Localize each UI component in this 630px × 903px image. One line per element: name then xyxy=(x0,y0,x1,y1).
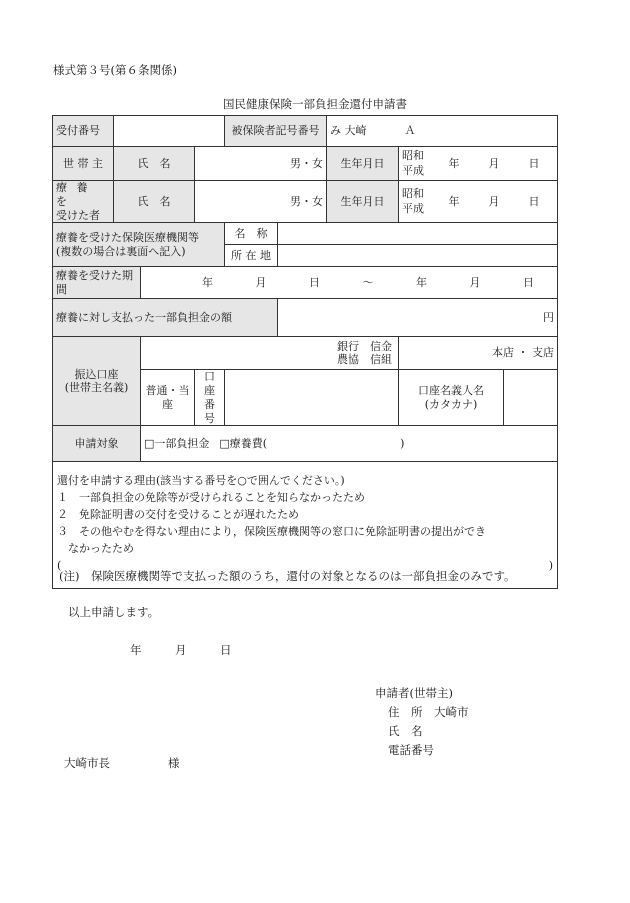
account-number-field[interactable] xyxy=(225,370,399,426)
note: (注) 保険医療機関等で支払った額のうち，還付の対象となるのは一部負担金のみです。 xyxy=(59,569,516,583)
addressee xyxy=(64,757,180,771)
bank-name-field[interactable] xyxy=(141,337,399,370)
head-era-heisei: 平成 xyxy=(402,163,425,177)
patient-label-line1: 療 養 を xyxy=(56,181,91,208)
patient-gender: 男・女 xyxy=(290,194,324,208)
amount-row xyxy=(53,299,558,337)
head-era-showa: 昭和 xyxy=(402,149,425,163)
institution-name-field[interactable] xyxy=(278,223,558,245)
receipt-number-field[interactable] xyxy=(114,116,225,147)
head-of-household-row xyxy=(53,147,558,181)
bank-row xyxy=(53,337,558,370)
bank-account-label-line1: 振込口座 xyxy=(74,367,119,381)
applicant-name[interactable]: 氏 名 xyxy=(388,724,423,738)
patient-label-line2: 受けた者 xyxy=(56,208,100,222)
patient-month: 月 xyxy=(488,194,500,208)
patient-label xyxy=(53,181,114,223)
patient-era-showa: 昭和 xyxy=(402,187,425,201)
insured-prefix: み 大崎 xyxy=(330,124,367,138)
account-holder-label-line2: (カタカナ) xyxy=(424,397,478,411)
institution-name-label: 名 称 xyxy=(225,223,278,245)
patient-year: 年 xyxy=(448,194,460,208)
reason-option-3[interactable]: ３ その他やむを得ない理由により，保険医療機関等の窓口に免除証明書の提出ができ xyxy=(57,525,486,539)
patient-birth-field[interactable] xyxy=(399,181,558,223)
period-from-year: 年 xyxy=(202,275,213,289)
head-name-label: 氏 名 xyxy=(114,147,195,181)
target-label: 申請対象 xyxy=(53,426,141,462)
patient-birth-label: 生年月日 xyxy=(327,181,399,223)
reason-option-1[interactable]: １ 一部負担金の免除等が受けられることを知らなかったため xyxy=(57,491,365,505)
insured-symbol: Ａ xyxy=(404,124,416,138)
institution-address-field[interactable] xyxy=(278,245,558,267)
period-from-month: 月 xyxy=(255,275,267,289)
patient-era-heisei: 平成 xyxy=(402,201,425,215)
bank-type-line2: 農協 信組 xyxy=(337,353,393,367)
insured-number-field[interactable] xyxy=(327,116,558,147)
account-number-label xyxy=(195,370,225,426)
period-from-day: 日 xyxy=(309,275,320,289)
reason-option-2[interactable]: ２ 免除証明書の交付を受けることが遅れたため xyxy=(57,508,299,522)
mayor-title: 大崎市長 xyxy=(64,756,110,770)
mayor-honorific: 様 xyxy=(168,756,180,770)
head-month: 月 xyxy=(488,156,500,170)
target-field xyxy=(141,426,558,462)
institution-label-line2: (複数の場合は裏面へ記入) xyxy=(56,244,186,258)
target-close-paren: ) xyxy=(400,436,405,450)
reason-open-paren: ( xyxy=(57,559,62,573)
reason-close-paren: ) xyxy=(548,559,554,573)
institution-name-row xyxy=(53,223,558,245)
patient-name-label: 氏 名 xyxy=(114,181,195,223)
date-year: 年 xyxy=(130,643,142,657)
account-number-label-line1: 口 座 xyxy=(204,370,226,397)
branch-field[interactable] xyxy=(399,337,558,370)
account-holder-label-line1: 口座名義人名 xyxy=(418,384,485,397)
period-label: 療養を受けた期間 xyxy=(53,267,141,299)
patient-row xyxy=(53,181,558,223)
reason-option-3-cont: なかったため xyxy=(57,542,134,556)
amount-label: 療養に対し支払った一部負担金の額 xyxy=(53,299,278,337)
period-to-day: 日 xyxy=(523,275,534,289)
account-holder-field[interactable] xyxy=(504,370,558,426)
head-birth-label: 生年月日 xyxy=(327,147,399,181)
applicant-block xyxy=(375,684,469,760)
account-holder-label xyxy=(399,370,504,426)
date-month: 月 xyxy=(175,643,187,657)
target-option-medical[interactable]: □療養費( xyxy=(219,436,268,450)
head-gender: 男・女 xyxy=(290,156,324,170)
bank-type-line1: 銀行 信金 xyxy=(337,339,393,353)
period-field[interactable] xyxy=(141,267,558,299)
institution-label-line1: 療養を受けた保険医療機関等 xyxy=(56,231,199,244)
form-id: 様式第３号(第６条関係) xyxy=(53,63,177,77)
target-row xyxy=(53,426,558,462)
institution-address-label: 所 在 地 xyxy=(225,245,278,267)
bank-account-label-line2: (世帯主名義) xyxy=(64,381,129,395)
institution-label xyxy=(53,223,225,267)
receipt-row xyxy=(53,116,558,147)
amount-field[interactable] xyxy=(278,299,558,337)
amount-unit: 円 xyxy=(543,310,555,324)
date-day: 日 xyxy=(220,643,232,657)
period-row xyxy=(53,267,558,299)
applicant-heading: 申請者(世帯主) xyxy=(375,686,453,700)
patient-day: 日 xyxy=(528,194,540,208)
target-option-copay[interactable]: □一部負担金 xyxy=(144,436,210,450)
branch-type: 本店 ・ 支店 xyxy=(492,346,555,360)
period-to-month: 月 xyxy=(469,275,481,289)
bank-account-label xyxy=(53,337,141,426)
applicant-address[interactable]: 住 所 大崎市 xyxy=(388,705,469,719)
applicant-phone[interactable]: 電話番号 xyxy=(388,743,434,757)
period-tilde: ～ xyxy=(362,275,374,289)
head-day: 日 xyxy=(528,156,540,170)
form-title: 国民健康保険一部負担金還付申請書 xyxy=(223,97,407,111)
head-year: 年 xyxy=(448,156,460,170)
head-label: 世 帯 主 xyxy=(53,147,114,181)
application-form-table xyxy=(52,115,558,589)
reason-heading: 還付を申請する理由(該当する番号を○で囲んでください。) xyxy=(57,474,345,488)
account-number-label-line2: 番 号 xyxy=(204,397,226,425)
closing-statement: 以上申請します。 xyxy=(68,605,160,619)
account-type[interactable]: 普通・当座 xyxy=(141,370,195,426)
application-date[interactable] xyxy=(130,644,265,658)
insured-number-label: 被保険者記号番号 xyxy=(225,116,327,147)
period-to-year: 年 xyxy=(416,275,427,289)
head-name-field[interactable] xyxy=(195,147,327,181)
receipt-number-label: 受付番号 xyxy=(53,116,114,147)
head-birth-field[interactable] xyxy=(399,147,558,181)
patient-name-field[interactable] xyxy=(195,181,327,223)
